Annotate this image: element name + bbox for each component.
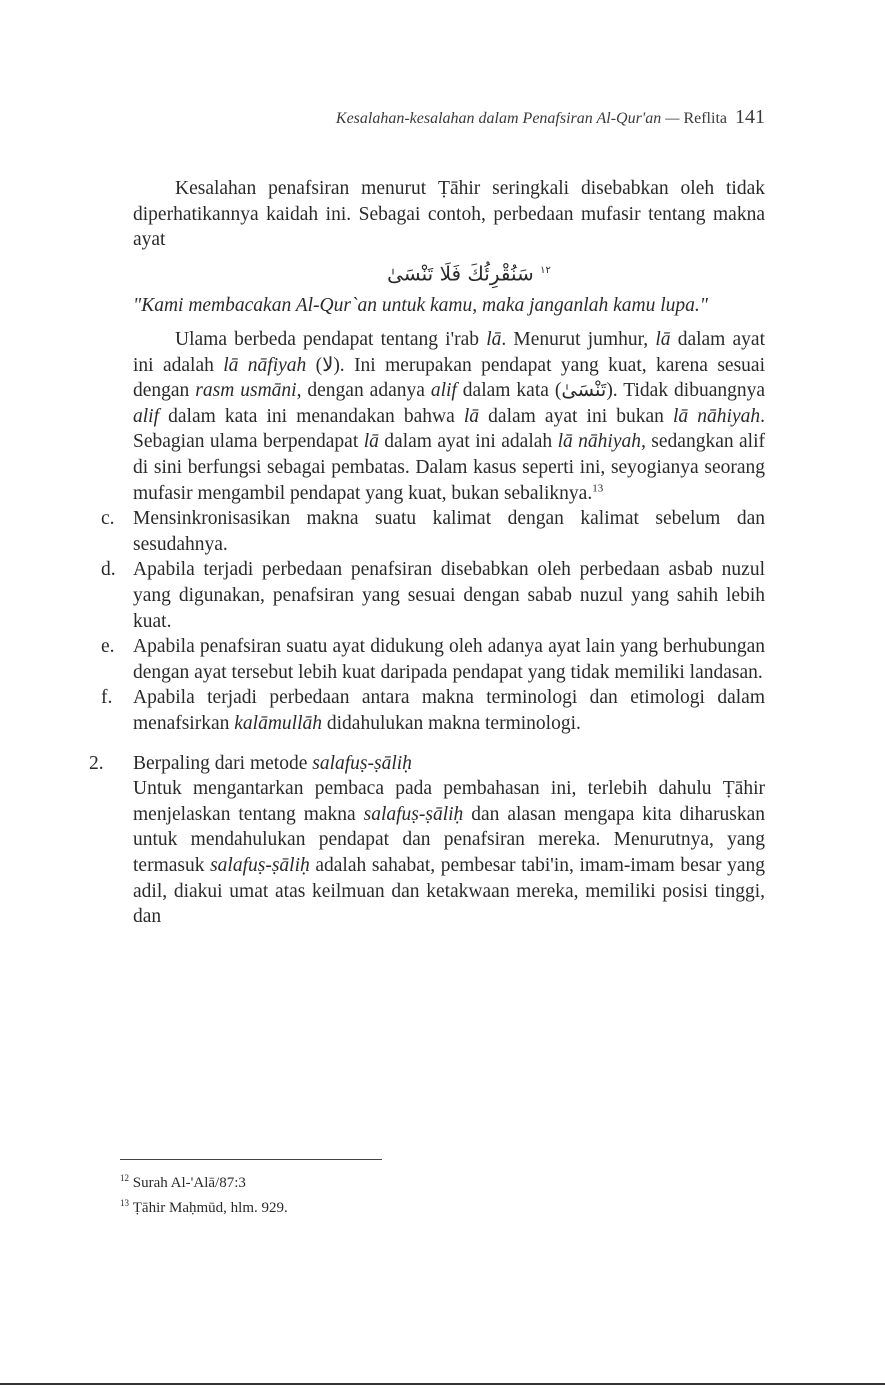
scan-edge-line — [0, 1383, 885, 1385]
list-item-c: c. Mensinkronisasikan makna suatu kalimat dengan kalimat sebelum dan sesudahnya. — [101, 508, 765, 555]
footnote-divider — [120, 1159, 382, 1160]
arabic-verse — [133, 253, 765, 292]
verse-translation: "Kami membacakan Al-Qur`an untuk kamu, maka janganlah kamu lupa." — [133, 295, 708, 317]
footnote-12: $^{12}$ Surah Al-'Alā/87:3 — [120, 1173, 246, 1191]
list-item-f: f. Apabila terjadi perbedaan antara makna terminologi dan etimologi dalam menafsirkan kalāmullāh didahulukan makna terminologi. — [101, 687, 765, 734]
footnote-13: $^{13}$ Ṭāhir Maḥmūd, hlm. 929. — [120, 1198, 288, 1216]
page-number: 141 — [735, 106, 765, 128]
paragraph-salaf: Untuk mengantarkan pembaca pada pembahasan ini, terlebih dahulu Ṭāhir menjelaskan tentang makna salafuṣ-ṣāliḥ dan alasan mengapa kita diharuskan untuk mendahulukan pendapat dan penafsiran mereka. Menurutnya, yang termasuk salafuṣ-ṣāliḥ adalah sahabat, pembesar tabi'in, imam-imam besar yang adil, diakui umat atas keilmuan dan ketakwaan mereka, memiliki posisi tinggi, dan — [133, 778, 766, 928]
footnote-ref-13: 13 — [592, 482, 604, 495]
paragraph-intro: Kesalahan penafsiran menurut Ṭāhir seringkali disebabkan oleh tidak diperhatikannya kaidah ini. Sebagai contoh, perbedaan mufasir tentang makna ayat — [133, 178, 765, 251]
arabic-verse-text: سَنُقْرِئُكَ فَلَا تَنْسَىٰ — [387, 261, 534, 286]
list-item-d: d. Apabila terjadi perbedaan penafsiran disebabkan oleh perbedaan asbab nuzul yang digunakan, penafsiran yang sesuai dengan sabab nuzul yang sahih lebih kuat. — [101, 559, 765, 632]
list-item-e: e. Apabila penafsiran suatu ayat didukung oleh adanya ayat lain yang berhubungan dengan ayat tersebut lebih kuat daripada pendapat yang tidak memiliki landasan. — [101, 636, 765, 683]
section-2-heading: 2. Berpaling dari metode salafuṣ-ṣāliḥ — [89, 752, 412, 774]
verse-footnote-ref: ١٢ — [540, 264, 551, 276]
main-text — [89, 176, 766, 930]
paragraph-irab: Ulama berbeda pendapat tentang i'rab lā. Menurut jumhur, lā dalam ayat ini adalah lā nāfiyah (لا). Ini merupakan pendapat yang kuat, karena sesuai dengan rasm usmāni, dengan adanya alif dalam kata (تَنْسَىٰ). Tidak dibuangnya alif dalam kata ini menandakan bahwa lā dalam ayat ini bukan lā nāhiyah. Sebagian ulama berpendapat lā dalam ayat ini adalah lā nāhiyah, sedangkan alif di sini berfungsi sebagai pembatas. Dalam kasus seperti ini, seyogianya seorang mufasir mengambil pendapat yang kuat, bukan sebaliknya.$^{13}$ — [133, 329, 766, 504]
running-title: Kesalahan-kesalahan dalam Penafsiran Al-Qur'an — — [335, 110, 684, 127]
footnotes — [120, 1168, 520, 1218]
running-header — [140, 106, 765, 129]
journal-name: Reflita — [683, 110, 727, 127]
